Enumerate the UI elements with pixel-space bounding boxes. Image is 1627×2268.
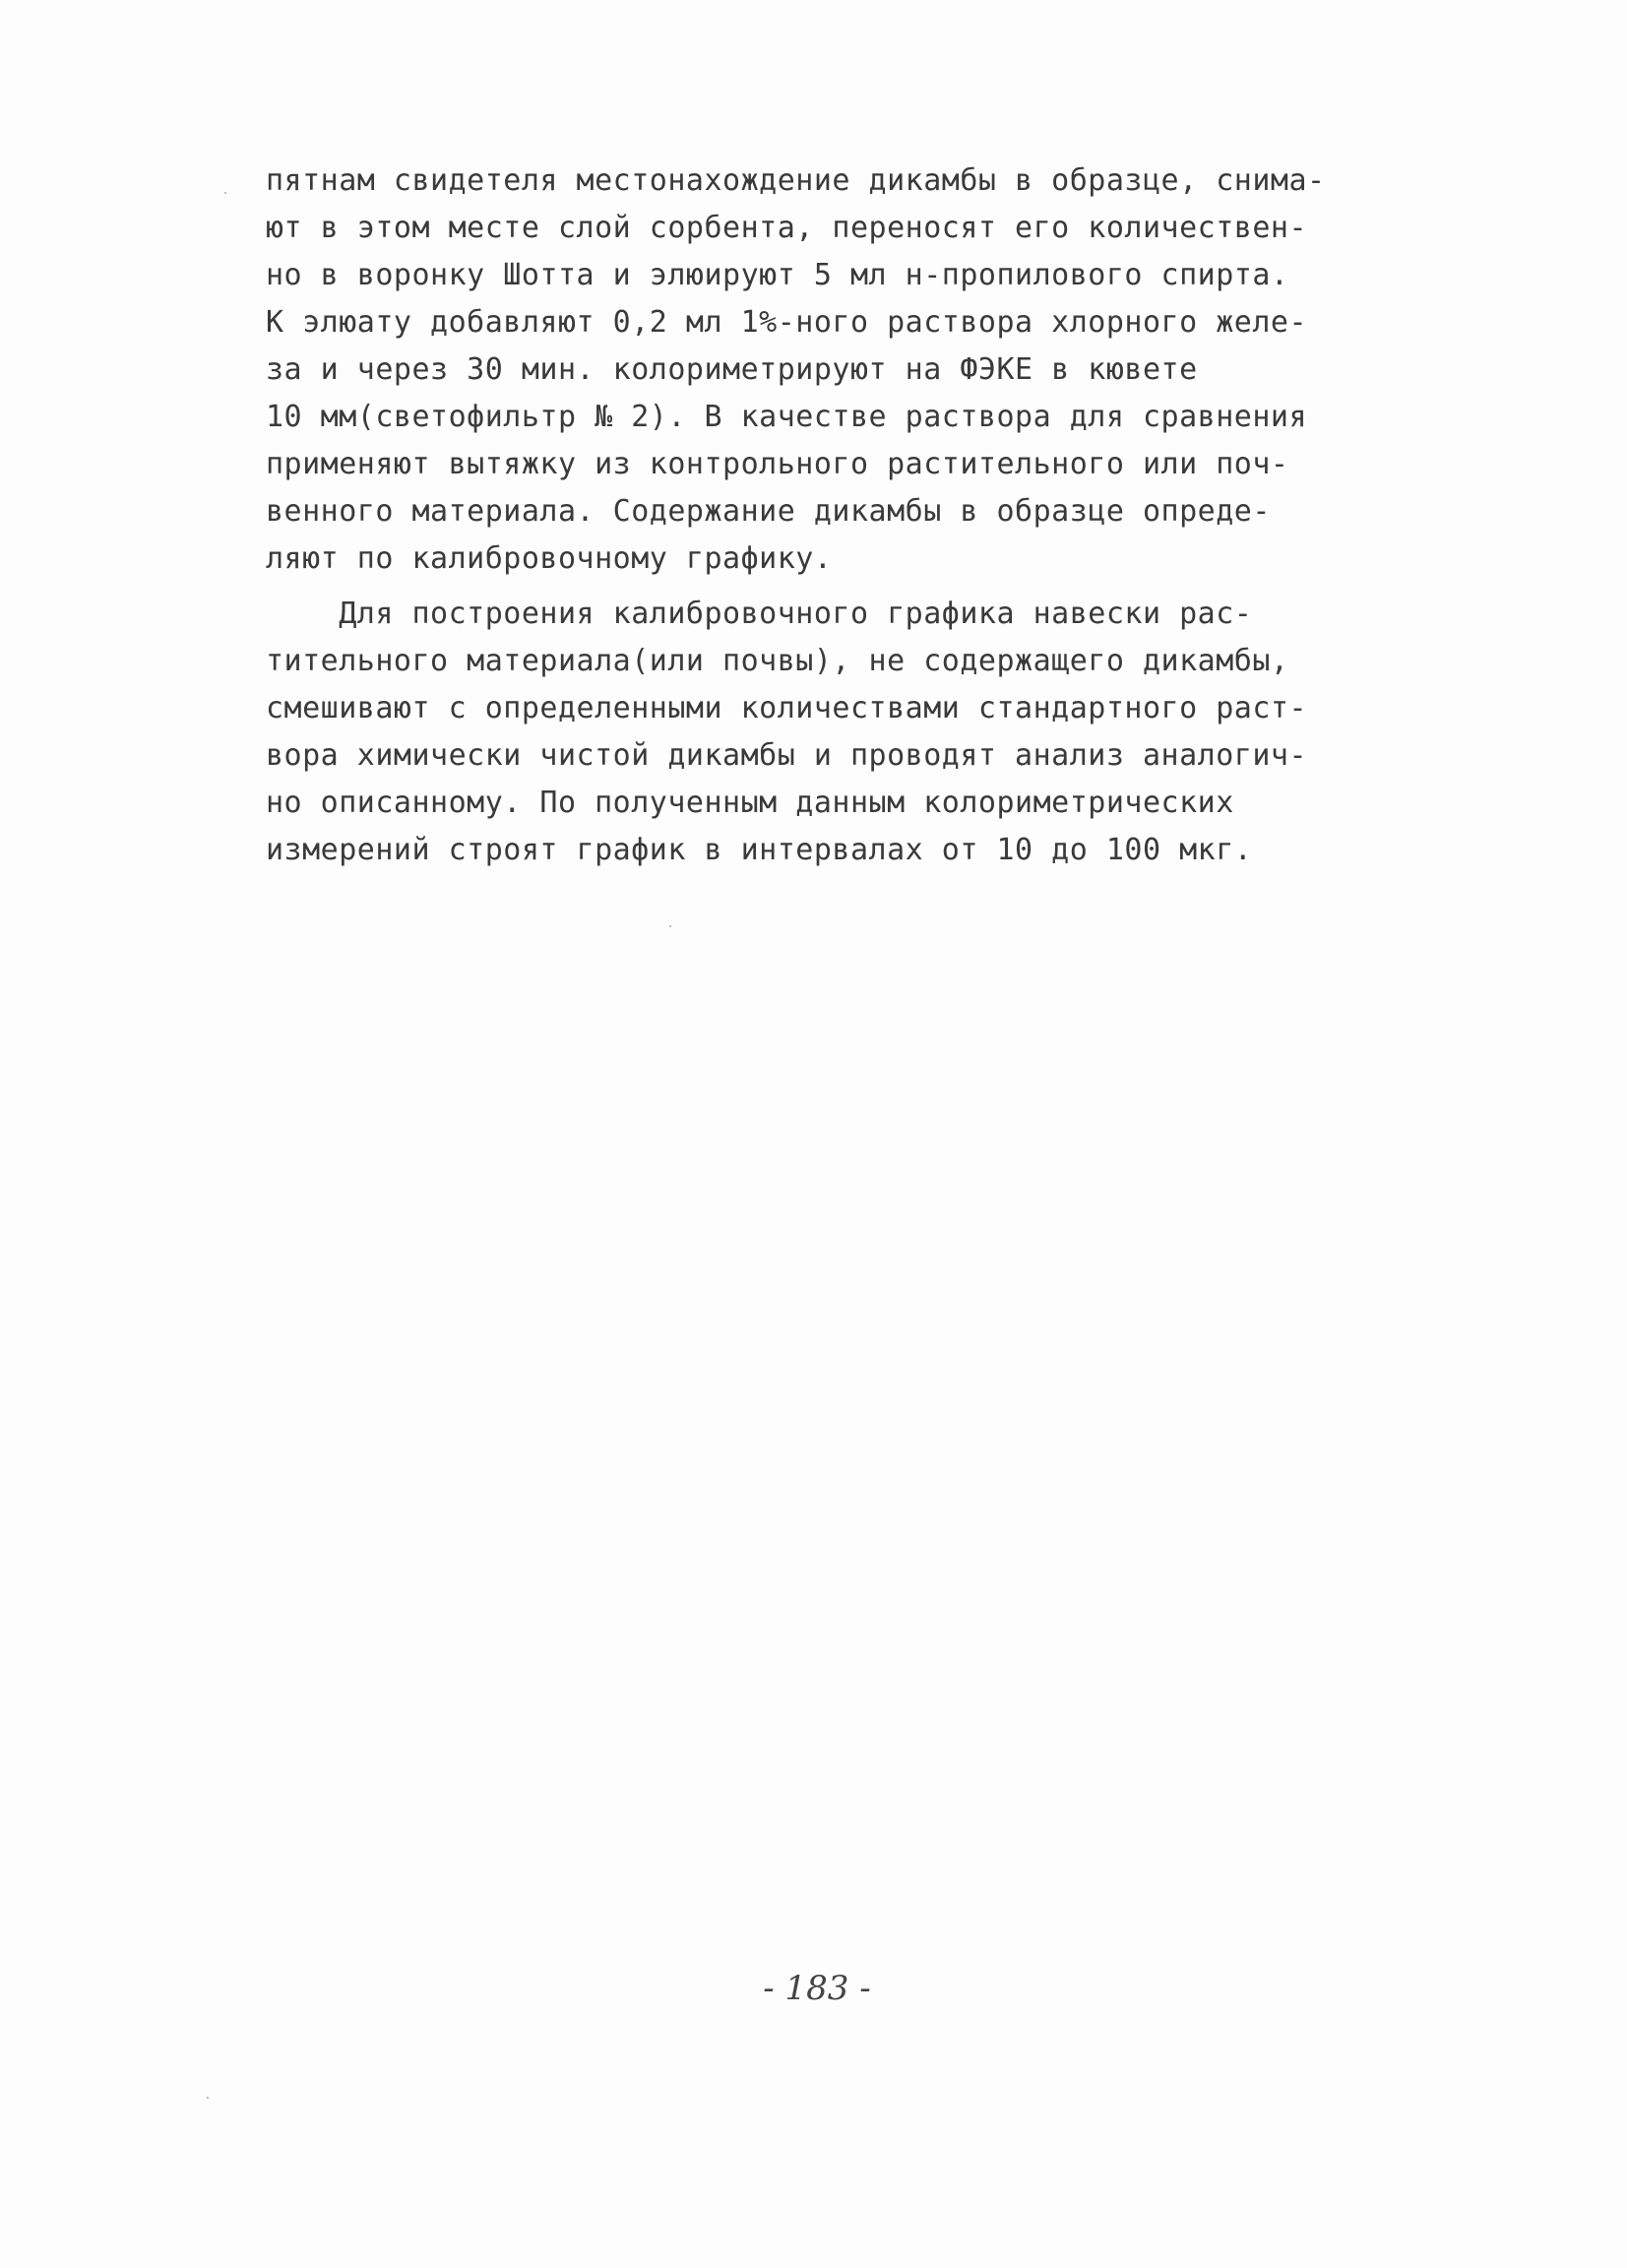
page-number: - 183 -	[763, 1969, 871, 2008]
scan-speck	[224, 192, 226, 194]
text-line: ют в этом месте слой сорбента, переносят его количествен-	[266, 211, 1308, 245]
paragraph-1	[266, 158, 1388, 583]
text-line: измерений строят график в интервалах от 10 до 100 мкг.	[266, 833, 1253, 867]
text-line: К элюату добавляют 0,2 мл 1%-ного раствора хлорного желе-	[266, 305, 1308, 340]
text-line: но в воронку Шотта и элюируют 5 мл н-пропилового спирта.	[266, 258, 1289, 292]
text-line: но описанному. По полученным данным колориметрических	[266, 786, 1234, 820]
text-line: пятнам свидетеля местонахождение дикамбы в образце, снима-	[266, 163, 1326, 198]
paragraph-2	[266, 591, 1388, 874]
text-line: ляют по калибровочному графику.	[266, 541, 833, 576]
text-line: тительного материала(или почвы), не содержащего дикамбы,	[266, 644, 1289, 678]
scan-speck	[207, 2097, 209, 2099]
text-line: венного материала. Содержание дикамбы в образце опреде-	[266, 494, 1271, 529]
scan-speck	[669, 925, 671, 927]
text-line: смешивают с определенными количествами стандартного раст-	[266, 691, 1308, 725]
text-line: за и через 30 мин. колориметрируют на ФЭКЕ в кювете	[266, 352, 1198, 387]
text-line: 10 мм(светофильтр № 2). В качестве раствора для сравнения	[266, 400, 1308, 434]
text-line: применяют вытяжку из контрольного растительного или поч-	[266, 447, 1289, 481]
text-line: вора химически чистой дикамбы и проводят анализ аналогич-	[266, 738, 1308, 773]
text-line: Для построения калибровочного графика навески рас-	[266, 597, 1253, 631]
